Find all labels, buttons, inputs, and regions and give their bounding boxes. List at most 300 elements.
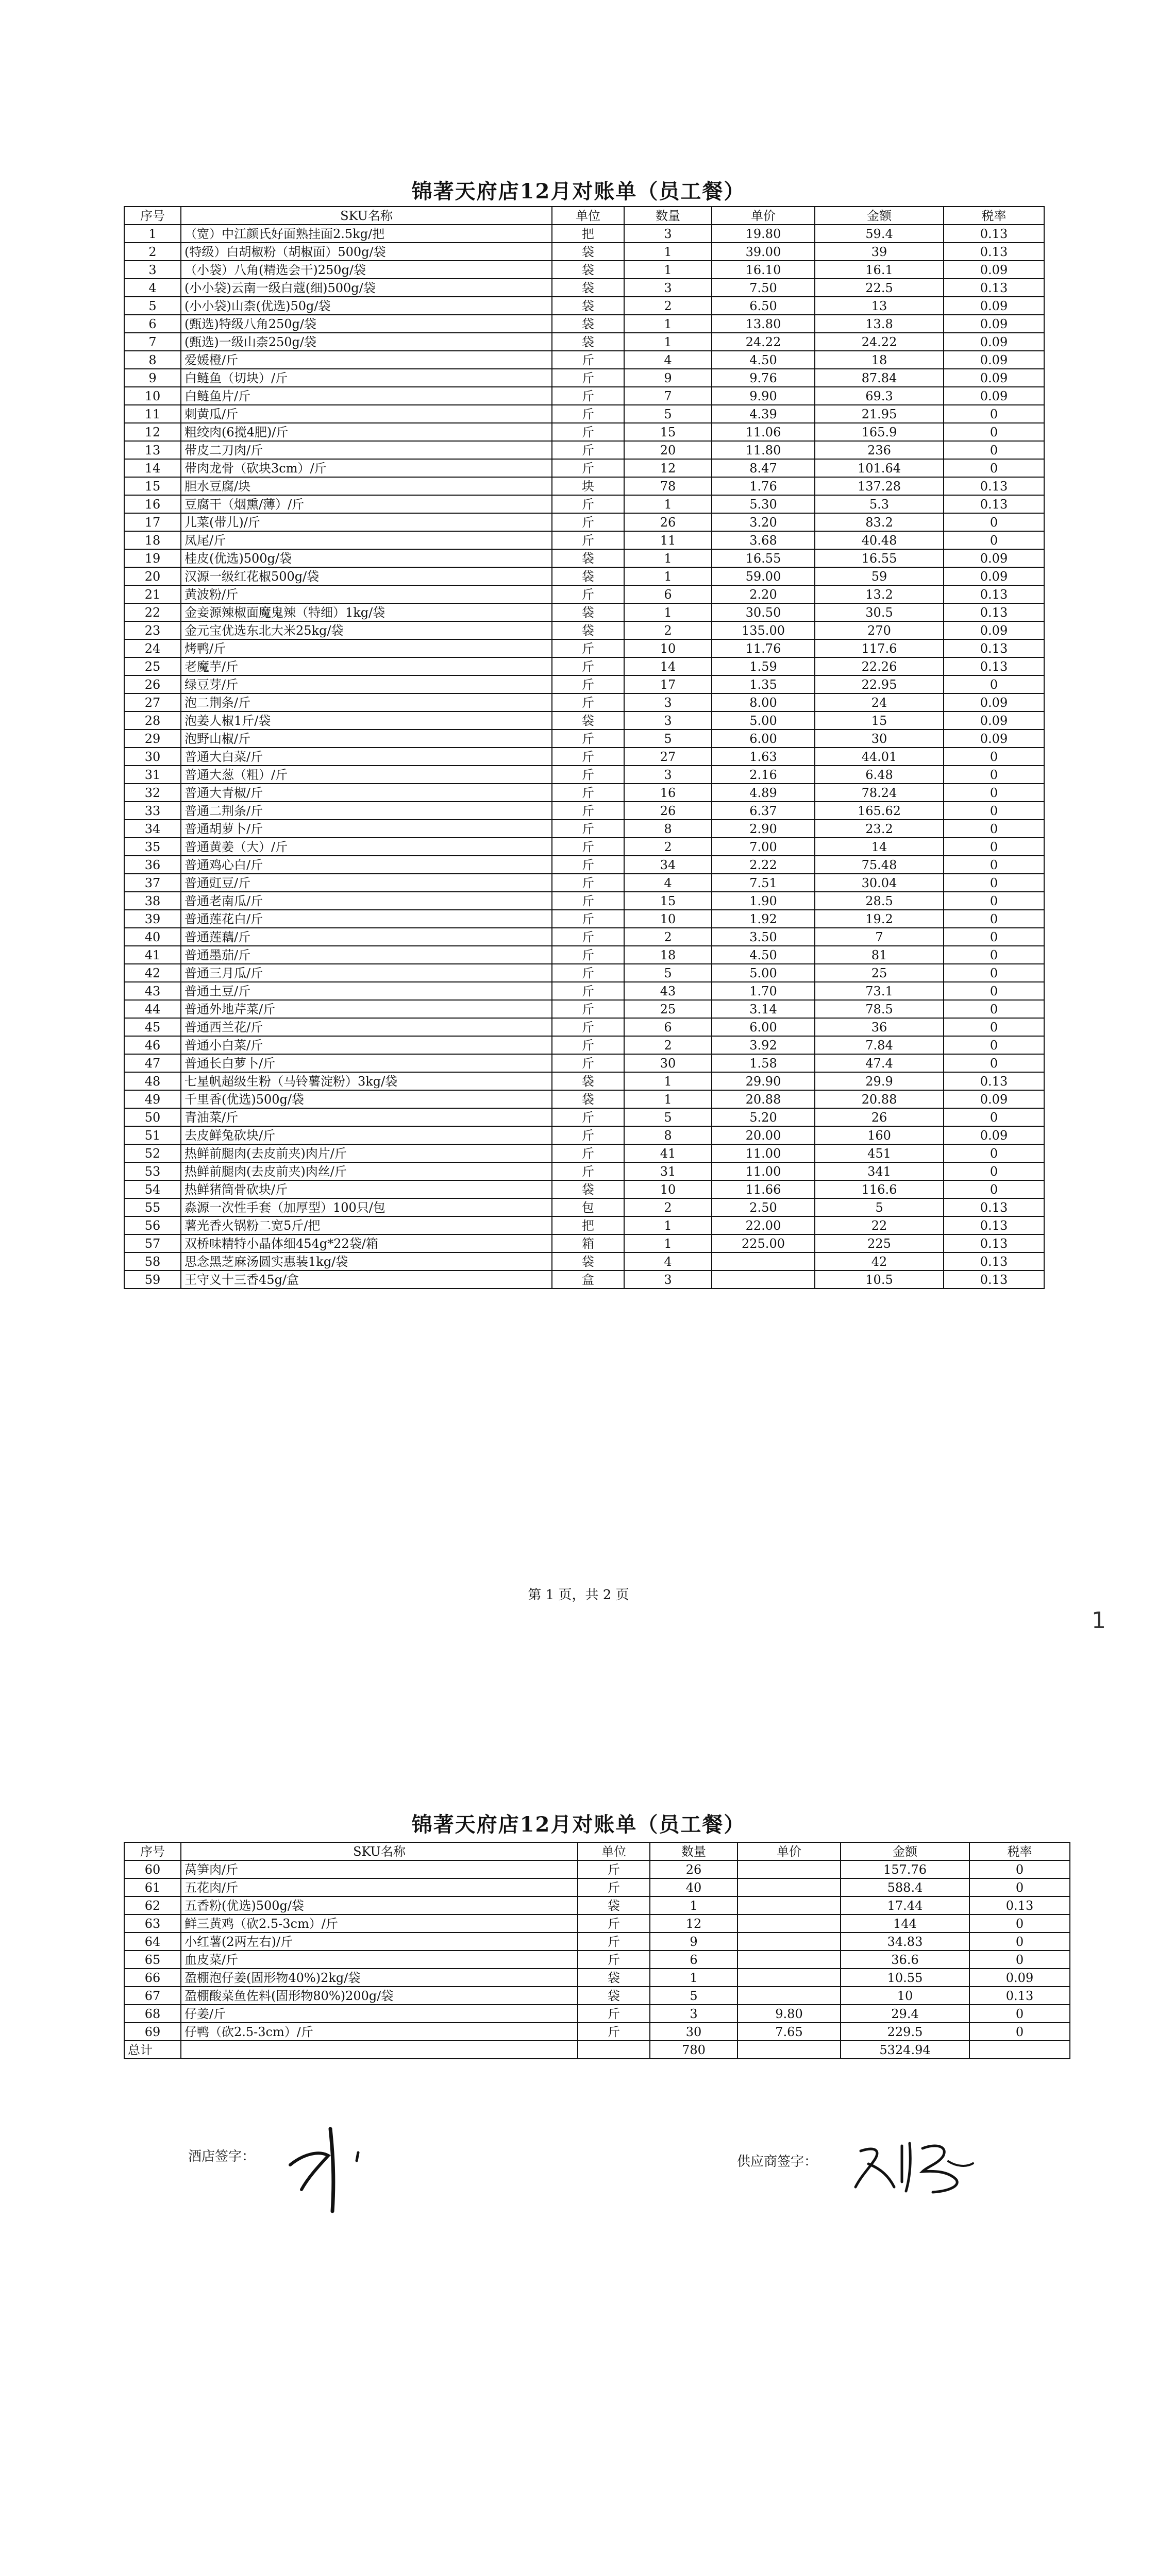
table-header-row <box>124 1842 1070 1860</box>
row-tax-rate: 0 <box>944 874 1044 892</box>
row-quantity: 6 <box>624 585 712 603</box>
row-index: 30 <box>124 748 181 766</box>
row-quantity: 1 <box>624 603 712 621</box>
col-header-qty: 数量 <box>650 1842 737 1860</box>
row-tax-rate: 0.13 <box>969 1896 1070 1914</box>
row-sku-name: 粗绞肉(6搅4肥)/斤 <box>181 423 552 441</box>
row-unit: 袋 <box>552 621 624 639</box>
row-sku-name: 青油菜/斤 <box>181 1108 552 1126</box>
row-sku-name: 淼源一次性手套（加厚型）100只/包 <box>181 1198 552 1216</box>
row-tax-rate: 0.13 <box>944 1234 1044 1252</box>
row-unit-price: 8.00 <box>712 693 815 711</box>
row-quantity: 4 <box>624 874 712 892</box>
row-index: 20 <box>124 567 181 585</box>
table-row <box>124 1951 1070 1969</box>
row-sku-name: 金元宝优选东北大米25kg/袋 <box>181 621 552 639</box>
row-index: 3 <box>124 261 181 279</box>
row-tax-rate: 0.09 <box>944 297 1044 315</box>
row-tax-rate: 0 <box>944 892 1044 910</box>
row-unit: 斤 <box>552 1036 624 1054</box>
table-row <box>124 675 1044 693</box>
ledger-table-page1 <box>124 206 1045 1289</box>
row-sku-name: 凤尾/斤 <box>181 531 552 549</box>
row-tax-rate: 0 <box>944 1180 1044 1198</box>
row-amount: 165.9 <box>815 423 944 441</box>
row-unit: 斤 <box>552 495 624 513</box>
table-row <box>124 784 1044 802</box>
row-sku-name: 普通莲藕/斤 <box>181 928 552 946</box>
row-unit: 斤 <box>552 441 624 459</box>
row-amount: 13 <box>815 297 944 315</box>
row-unit: 箱 <box>552 1234 624 1252</box>
row-amount: 6.48 <box>815 766 944 784</box>
row-index: 57 <box>124 1234 181 1252</box>
row-quantity: 1 <box>624 1090 712 1108</box>
row-unit: 袋 <box>552 549 624 567</box>
row-unit-price: 6.00 <box>712 730 815 748</box>
table-row <box>124 711 1044 730</box>
row-unit: 斤 <box>552 1108 624 1126</box>
row-quantity: 31 <box>624 1162 712 1180</box>
row-sku-name: 盈棚泡仔姜(固形物40%)2kg/袋 <box>181 1969 578 1987</box>
row-index: 35 <box>124 838 181 856</box>
row-index: 12 <box>124 423 181 441</box>
row-tax-rate: 0 <box>944 748 1044 766</box>
row-tax-rate: 0 <box>944 1108 1044 1126</box>
row-amount: 47.4 <box>815 1054 944 1072</box>
row-tax-rate: 0 <box>944 1018 1044 1036</box>
row-sku-name: 盈棚酸菜鱼佐料(固形物80%)200g/袋 <box>181 1987 578 2005</box>
row-index: 9 <box>124 369 181 387</box>
row-amount: 75.48 <box>815 856 944 874</box>
row-unit: 袋 <box>552 1252 624 1270</box>
row-sku-name: 普通土豆/斤 <box>181 982 552 1000</box>
row-quantity: 2 <box>624 838 712 856</box>
row-sku-name: (小小袋)山柰(优选)50g/袋 <box>181 297 552 315</box>
row-index: 58 <box>124 1252 181 1270</box>
row-quantity: 6 <box>624 1018 712 1036</box>
row-amount: 78.24 <box>815 784 944 802</box>
table-row <box>124 946 1044 964</box>
row-quantity: 43 <box>624 982 712 1000</box>
row-sku-name: 金妾源辣椒面魔鬼辣（特细）1kg/袋 <box>181 603 552 621</box>
row-amount: 19.2 <box>815 910 944 928</box>
row-index: 7 <box>124 333 181 351</box>
row-unit-price <box>737 1914 841 1933</box>
row-unit-price: 3.20 <box>712 513 815 531</box>
row-amount: 229.5 <box>841 2023 969 2041</box>
row-quantity: 15 <box>624 423 712 441</box>
row-unit: 斤 <box>552 1144 624 1162</box>
row-amount: 28.5 <box>815 892 944 910</box>
row-unit-price: 6.00 <box>712 1018 815 1036</box>
table-row <box>124 892 1044 910</box>
row-unit: 袋 <box>552 603 624 621</box>
row-tax-rate: 0 <box>969 1860 1070 1878</box>
row-amount: 24.22 <box>815 333 944 351</box>
row-index: 28 <box>124 711 181 730</box>
row-quantity: 8 <box>624 820 712 838</box>
row-quantity: 1 <box>624 495 712 513</box>
row-tax-rate: 0 <box>944 982 1044 1000</box>
row-index: 63 <box>124 1914 181 1933</box>
table-row <box>124 730 1044 748</box>
row-index: 23 <box>124 621 181 639</box>
row-index: 69 <box>124 2023 181 2041</box>
row-unit-price: 29.90 <box>712 1072 815 1090</box>
row-unit-price: 5.00 <box>712 964 815 982</box>
row-sku-name: 普通莲花白/斤 <box>181 910 552 928</box>
row-unit: 袋 <box>552 711 624 730</box>
row-amount: 157.76 <box>841 1860 969 1878</box>
row-unit: 斤 <box>552 784 624 802</box>
row-quantity: 25 <box>624 1000 712 1018</box>
row-sku-name: 带皮二刀肉/斤 <box>181 441 552 459</box>
row-quantity: 5 <box>624 405 712 423</box>
col-header-price: 单价 <box>712 207 815 225</box>
row-sku-name: 老魔芋/斤 <box>181 657 552 675</box>
row-quantity: 1 <box>650 1896 737 1914</box>
row-unit-price: 1.58 <box>712 1054 815 1072</box>
row-amount: 87.84 <box>815 369 944 387</box>
row-sku-name: 普通三月瓜/斤 <box>181 964 552 982</box>
row-unit-price: 135.00 <box>712 621 815 639</box>
table-row <box>124 1270 1044 1289</box>
row-unit: 斤 <box>552 351 624 369</box>
row-sku-name: 泡二荆条/斤 <box>181 693 552 711</box>
row-unit-price: 11.66 <box>712 1180 815 1198</box>
row-quantity: 1 <box>624 1216 712 1234</box>
row-sku-name: 仔姜/斤 <box>181 2005 578 2023</box>
table-row <box>124 964 1044 982</box>
row-index: 64 <box>124 1933 181 1951</box>
row-tax-rate: 0 <box>969 2005 1070 2023</box>
row-index: 2 <box>124 243 181 261</box>
row-quantity: 1 <box>624 333 712 351</box>
row-unit: 把 <box>552 1216 624 1234</box>
row-unit: 斤 <box>552 946 624 964</box>
row-unit: 袋 <box>552 1072 624 1090</box>
row-unit-price: 5.00 <box>712 711 815 730</box>
row-sku-name: 普通长白萝卜/斤 <box>181 1054 552 1072</box>
table-row <box>124 820 1044 838</box>
row-unit-price: 16.55 <box>712 549 815 567</box>
row-sku-name: 千里香(优选)500g/袋 <box>181 1090 552 1108</box>
row-index: 61 <box>124 1878 181 1896</box>
row-tax-rate: 0 <box>944 1036 1044 1054</box>
row-unit: 袋 <box>552 297 624 315</box>
row-index: 37 <box>124 874 181 892</box>
row-amount: 78.5 <box>815 1000 944 1018</box>
col-header-index: 序号 <box>124 1842 181 1860</box>
table-row <box>124 1126 1044 1144</box>
row-tax-rate: 0 <box>944 531 1044 549</box>
row-tax-rate: 0.09 <box>944 549 1044 567</box>
row-amount: 59.4 <box>815 225 944 243</box>
row-sku-name: 普通胡萝卜/斤 <box>181 820 552 838</box>
row-tax-rate: 0 <box>944 784 1044 802</box>
row-amount: 22.26 <box>815 657 944 675</box>
row-unit: 盒 <box>552 1270 624 1289</box>
row-unit: 斤 <box>552 369 624 387</box>
row-unit-price: 4.39 <box>712 405 815 423</box>
row-index: 15 <box>124 477 181 495</box>
row-unit: 袋 <box>552 1090 624 1108</box>
table-row <box>124 2005 1070 2023</box>
row-unit-price: 1.35 <box>712 675 815 693</box>
row-tax-rate: 0.13 <box>944 243 1044 261</box>
row-amount: 16.55 <box>815 549 944 567</box>
row-unit: 斤 <box>552 459 624 477</box>
row-amount: 13.2 <box>815 585 944 603</box>
row-tax-rate: 0.13 <box>944 1072 1044 1090</box>
row-index: 51 <box>124 1126 181 1144</box>
col-header-sku: SKU名称 <box>181 207 552 225</box>
table-row <box>124 802 1044 820</box>
table-row <box>124 351 1044 369</box>
col-header-index: 序号 <box>124 207 181 225</box>
row-index: 33 <box>124 802 181 820</box>
row-amount: 83.2 <box>815 513 944 531</box>
row-unit: 斤 <box>578 1914 650 1933</box>
row-quantity: 9 <box>650 1933 737 1951</box>
row-unit: 袋 <box>578 1987 650 2005</box>
row-unit-price: 2.20 <box>712 585 815 603</box>
row-unit: 斤 <box>578 1878 650 1896</box>
row-quantity: 3 <box>650 2005 737 2023</box>
row-index: 36 <box>124 856 181 874</box>
table-row <box>124 405 1044 423</box>
row-tax-rate: 0 <box>944 802 1044 820</box>
row-tax-rate: 0 <box>944 946 1044 964</box>
row-amount: 236 <box>815 441 944 459</box>
row-unit-price: 4.50 <box>712 946 815 964</box>
row-quantity: 10 <box>624 639 712 657</box>
table-row <box>124 693 1044 711</box>
row-quantity: 1 <box>624 261 712 279</box>
row-unit-price <box>712 1252 815 1270</box>
row-index: 54 <box>124 1180 181 1198</box>
row-quantity: 3 <box>624 225 712 243</box>
row-sku-name: 去皮鲜兔砍块/斤 <box>181 1126 552 1144</box>
row-quantity: 1 <box>624 243 712 261</box>
row-sku-name: 热鲜前腿肉(去皮前夹)肉丝/斤 <box>181 1162 552 1180</box>
row-quantity: 17 <box>624 675 712 693</box>
table-row <box>124 441 1044 459</box>
row-amount: 225 <box>815 1234 944 1252</box>
row-unit-price: 3.14 <box>712 1000 815 1018</box>
row-unit: 袋 <box>552 333 624 351</box>
row-amount: 34.83 <box>841 1933 969 1951</box>
row-index: 16 <box>124 495 181 513</box>
row-tax-rate: 0.13 <box>944 1252 1044 1270</box>
col-header-unit: 单位 <box>552 207 624 225</box>
row-unit: 斤 <box>578 1933 650 1951</box>
row-sku-name: 豆腐干（烟熏/薄）/斤 <box>181 495 552 513</box>
page1-footer: 第 1 页，共 2 页 <box>528 1587 629 1603</box>
row-amount: 36 <box>815 1018 944 1036</box>
supplier-sign-label: 供应商签字： <box>737 2154 818 2170</box>
row-tax-rate: 0.13 <box>969 1987 1070 2005</box>
row-quantity: 1 <box>624 315 712 333</box>
table-row <box>124 531 1044 549</box>
row-index: 44 <box>124 1000 181 1018</box>
row-amount: 69.3 <box>815 387 944 405</box>
row-amount: 59 <box>815 567 944 585</box>
row-sku-name: 热鲜前腿肉(去皮前夹)肉片/斤 <box>181 1144 552 1162</box>
row-index: 32 <box>124 784 181 802</box>
row-unit: 袋 <box>552 315 624 333</box>
table-row <box>124 1933 1070 1951</box>
row-quantity: 4 <box>624 1252 712 1270</box>
row-unit: 袋 <box>578 1896 650 1914</box>
row-index: 14 <box>124 459 181 477</box>
table-row <box>124 838 1044 856</box>
table-header-row <box>124 207 1044 225</box>
row-sku-name: 普通二荆条/斤 <box>181 802 552 820</box>
row-amount: 341 <box>815 1162 944 1180</box>
col-header-amount: 金额 <box>815 207 944 225</box>
row-unit-price: 2.22 <box>712 856 815 874</box>
row-tax-rate: 0.13 <box>944 657 1044 675</box>
col-header-unit: 单位 <box>578 1842 650 1860</box>
row-tax-rate: 0.13 <box>944 279 1044 297</box>
row-quantity: 5 <box>650 1987 737 2005</box>
row-tax-rate: 0 <box>944 423 1044 441</box>
row-sku-name: 白鲢鱼（切块）/斤 <box>181 369 552 387</box>
row-unit-price: 1.70 <box>712 982 815 1000</box>
row-unit-price: 7.51 <box>712 874 815 892</box>
table-row <box>124 243 1044 261</box>
row-quantity: 1 <box>624 567 712 585</box>
row-tax-rate: 0.13 <box>944 585 1044 603</box>
row-unit-price: 1.76 <box>712 477 815 495</box>
row-tax-rate: 0 <box>944 928 1044 946</box>
row-unit-price: 2.16 <box>712 766 815 784</box>
row-tax-rate: 0 <box>944 513 1044 531</box>
table-row <box>124 910 1044 928</box>
row-sku-name: (甄选)特级八角250g/袋 <box>181 315 552 333</box>
table-row <box>124 459 1044 477</box>
row-tax-rate: 0 <box>944 459 1044 477</box>
row-unit: 袋 <box>578 1969 650 1987</box>
row-amount: 7 <box>815 928 944 946</box>
hotel-sign-label: 酒店签字： <box>188 2149 256 2164</box>
row-unit-price: 9.76 <box>712 369 815 387</box>
table-row <box>124 1054 1044 1072</box>
row-unit-price: 1.90 <box>712 892 815 910</box>
row-tax-rate: 0 <box>944 1054 1044 1072</box>
row-unit: 斤 <box>552 1018 624 1036</box>
row-tax-rate: 0 <box>944 675 1044 693</box>
row-quantity: 26 <box>650 1860 737 1878</box>
row-amount: 29.4 <box>841 2005 969 2023</box>
row-unit-price <box>737 1951 841 1969</box>
row-unit-price: 4.89 <box>712 784 815 802</box>
row-unit-price: 7.50 <box>712 279 815 297</box>
row-tax-rate: 0 <box>944 838 1044 856</box>
row-unit: 斤 <box>552 693 624 711</box>
row-amount: 137.28 <box>815 477 944 495</box>
row-unit: 斤 <box>552 838 624 856</box>
row-unit: 斤 <box>552 748 624 766</box>
row-amount: 116.6 <box>815 1180 944 1198</box>
table-row <box>124 495 1044 513</box>
row-unit: 斤 <box>552 585 624 603</box>
row-tax-rate: 0 <box>944 766 1044 784</box>
row-amount: 101.64 <box>815 459 944 477</box>
row-sku-name: 爱媛橙/斤 <box>181 351 552 369</box>
row-unit: 斤 <box>552 531 624 549</box>
row-amount: 30.04 <box>815 874 944 892</box>
page1-number: 1 <box>1092 1607 1106 1634</box>
row-index: 43 <box>124 982 181 1000</box>
row-amount: 29.9 <box>815 1072 944 1090</box>
col-header-tax: 税率 <box>944 207 1044 225</box>
row-quantity: 10 <box>624 910 712 928</box>
table-row <box>124 1018 1044 1036</box>
row-sku-name: 普通大白菜/斤 <box>181 748 552 766</box>
row-tax-rate: 0 <box>944 820 1044 838</box>
row-quantity: 3 <box>624 693 712 711</box>
row-amount: 160 <box>815 1126 944 1144</box>
row-quantity: 1 <box>624 1234 712 1252</box>
row-index: 26 <box>124 675 181 693</box>
row-amount: 25 <box>815 964 944 982</box>
row-index: 47 <box>124 1054 181 1072</box>
row-unit: 斤 <box>552 820 624 838</box>
row-quantity: 14 <box>624 657 712 675</box>
table-row <box>124 513 1044 531</box>
row-quantity: 1 <box>624 549 712 567</box>
row-sku-name: （小袋）八角(精选会干)250g/袋 <box>181 261 552 279</box>
row-unit: 斤 <box>552 1054 624 1072</box>
row-amount: 10 <box>841 1987 969 2005</box>
row-sku-name: 王守义十三香45g/盒 <box>181 1270 552 1289</box>
row-amount: 42 <box>815 1252 944 1270</box>
row-amount: 15 <box>815 711 944 730</box>
row-unit: 斤 <box>552 892 624 910</box>
row-quantity: 5 <box>624 730 712 748</box>
row-tax-rate: 0 <box>944 856 1044 874</box>
table-row <box>124 225 1044 243</box>
row-tax-rate: 0 <box>944 1144 1044 1162</box>
table-row <box>124 333 1044 351</box>
row-index: 4 <box>124 279 181 297</box>
row-unit: 斤 <box>552 802 624 820</box>
row-index: 18 <box>124 531 181 549</box>
row-sku-name: 五香粉(优选)500g/袋 <box>181 1896 578 1914</box>
row-tax-rate: 0.09 <box>944 315 1044 333</box>
row-tax-rate: 0 <box>944 964 1044 982</box>
row-quantity: 3 <box>624 711 712 730</box>
col-header-price: 单价 <box>737 1842 841 1860</box>
row-unit-price: 1.59 <box>712 657 815 675</box>
row-sku-name: 白鲢鱼片/斤 <box>181 387 552 405</box>
row-index: 34 <box>124 820 181 838</box>
ledger-table-page2 <box>124 1842 1070 2059</box>
row-unit-price: 1.92 <box>712 910 815 928</box>
row-unit-price: 6.50 <box>712 297 815 315</box>
row-sku-name: 普通西兰花/斤 <box>181 1018 552 1036</box>
row-unit-price <box>737 1969 841 1987</box>
row-index: 67 <box>124 1987 181 2005</box>
row-unit-price: 19.80 <box>712 225 815 243</box>
row-index: 65 <box>124 1951 181 1969</box>
row-tax-rate: 0 <box>969 1933 1070 1951</box>
row-quantity: 2 <box>624 1198 712 1216</box>
row-unit-price: 2.50 <box>712 1198 815 1216</box>
